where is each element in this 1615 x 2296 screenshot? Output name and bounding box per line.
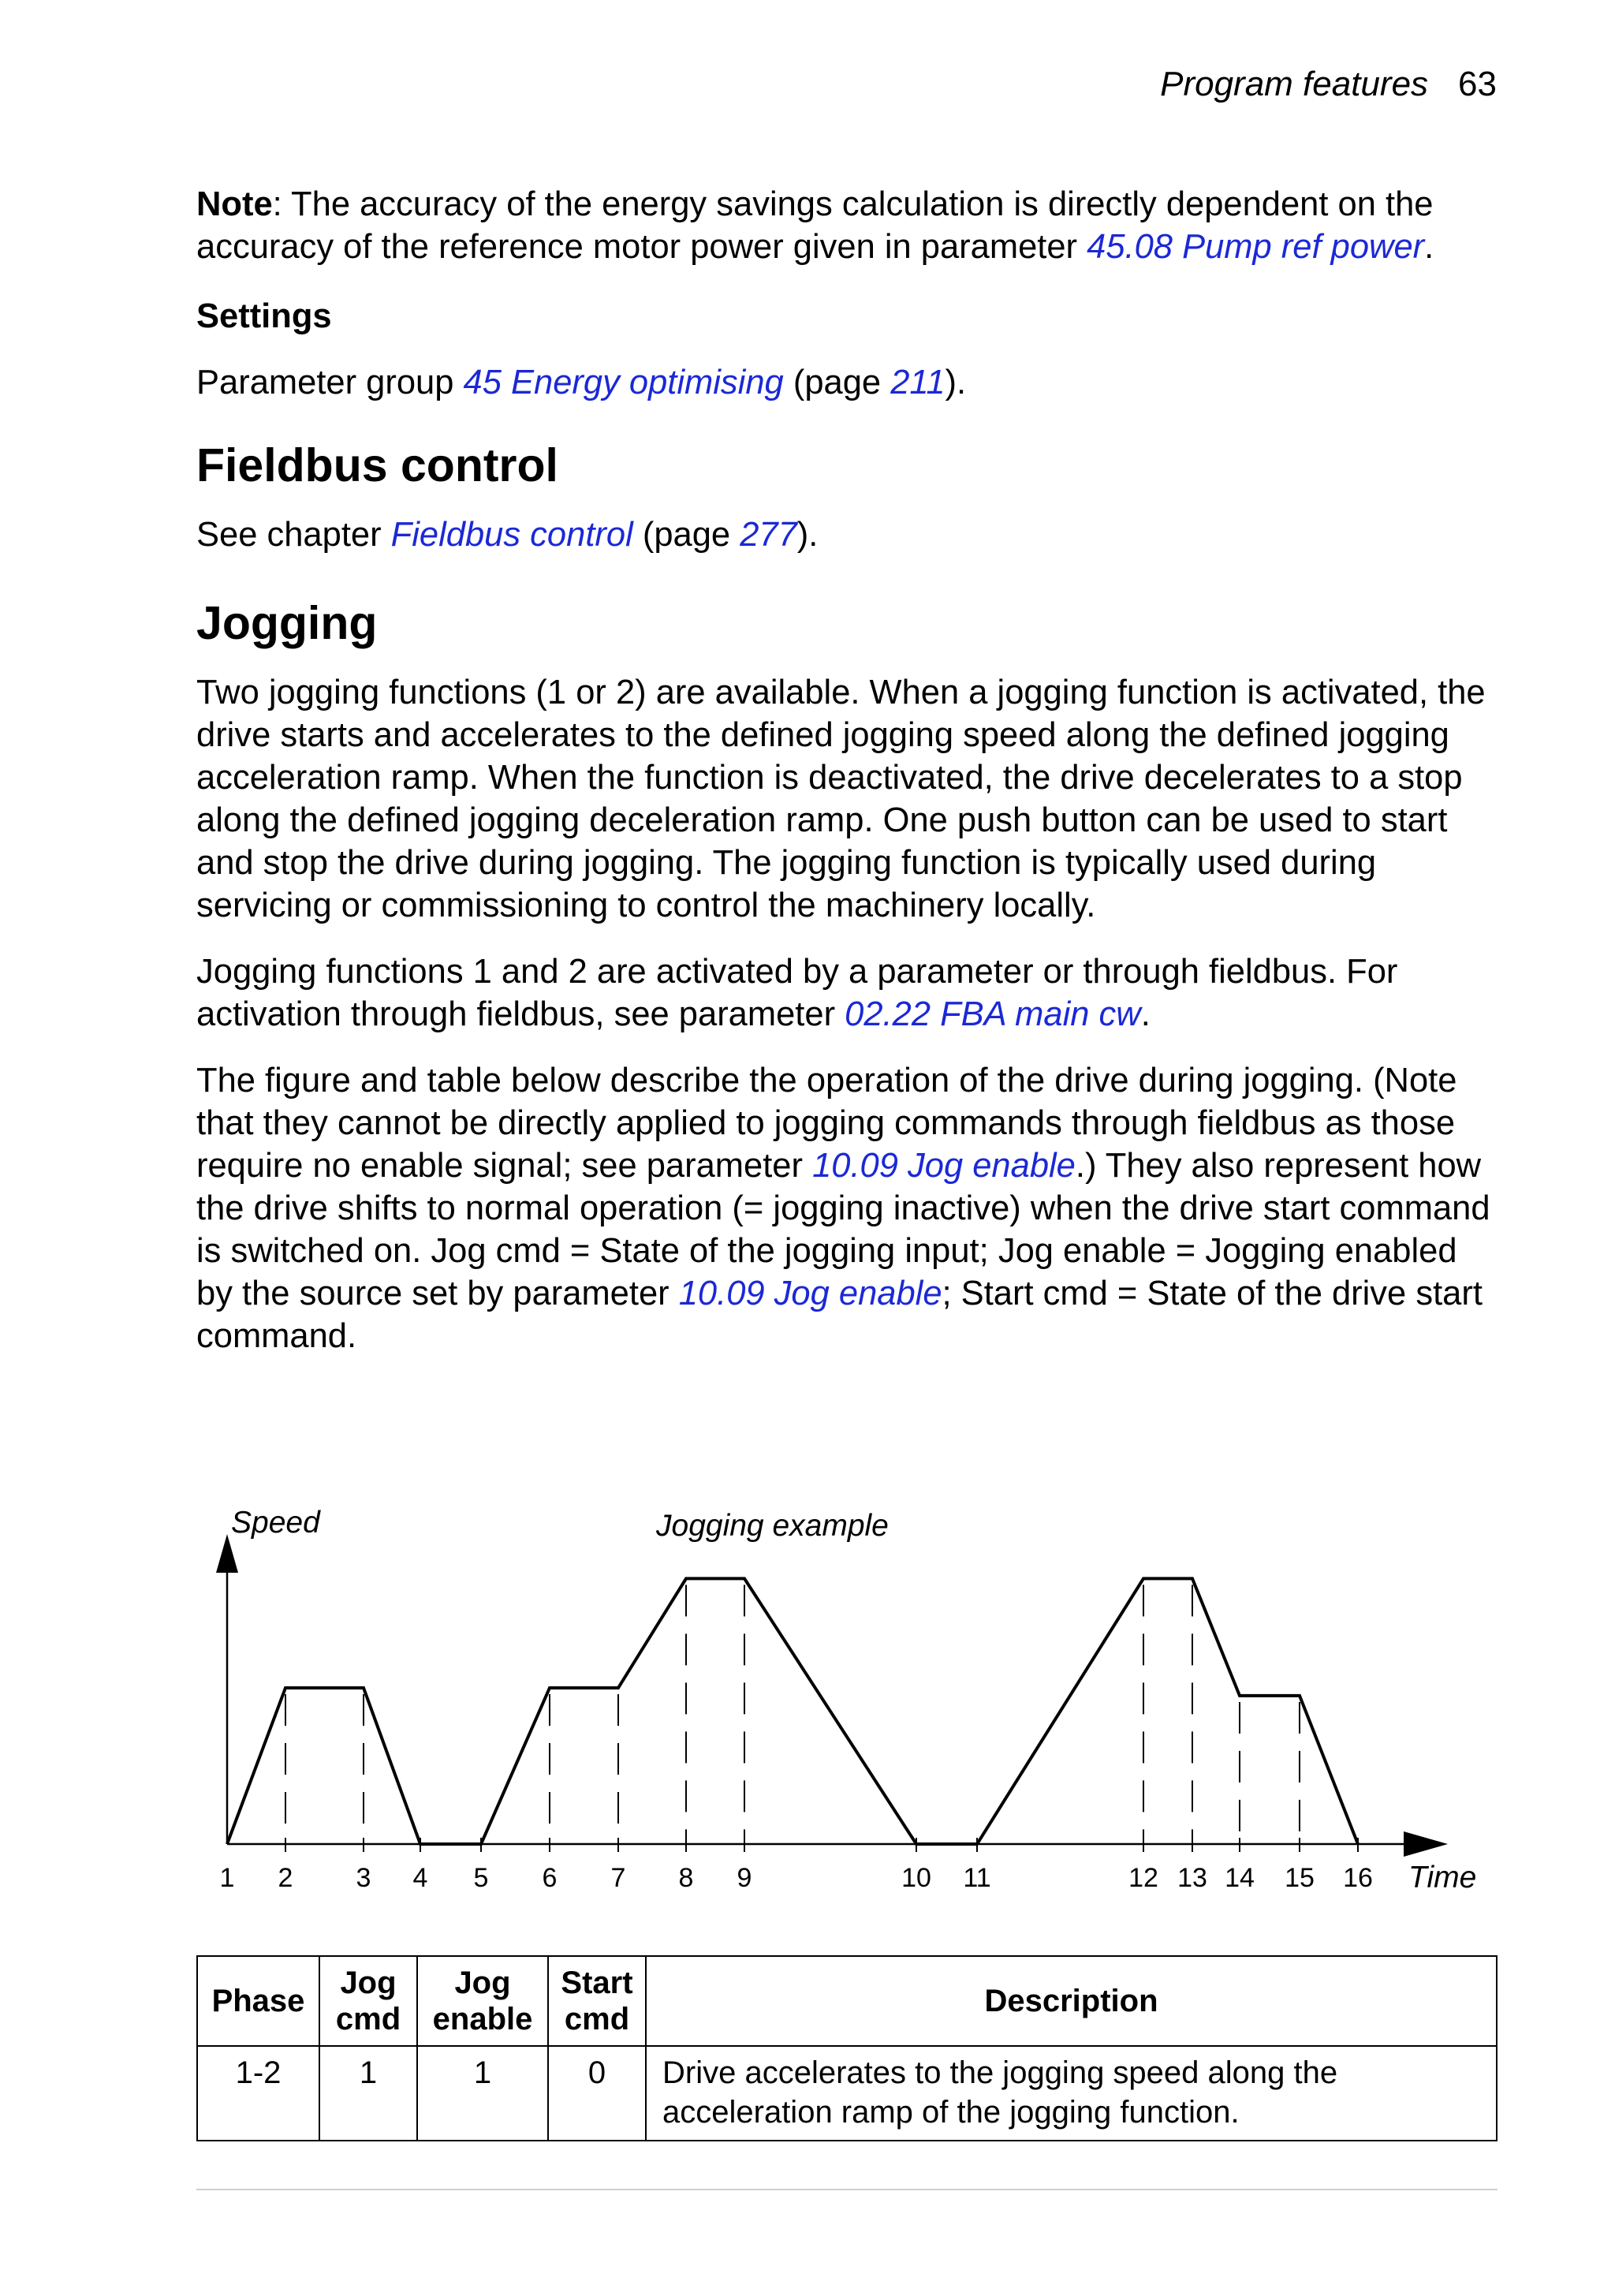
header-start-cmd	[548, 1956, 646, 2046]
note-text: : The accuracy of the energy savings calculation is directly dependent on the accuracy of the reference motor power given in parameter	[196, 185, 1434, 266]
fieldbus-control-heading: Fieldbus control	[196, 439, 558, 491]
cell-description: Drive accelerates to the jogging speed along the acceleration ramp of the jogging function.	[646, 2046, 1497, 2141]
y-axis-arrow-icon	[216, 1534, 238, 1573]
x-tick-label-16: 16	[1343, 1863, 1373, 1893]
settings-text: Parameter group	[196, 364, 464, 401]
cell-jog-enable: 1	[417, 2046, 548, 2141]
note-label: Note	[196, 185, 273, 223]
header-jog-enable-line2: enable	[432, 2002, 533, 2037]
header-jog-cmd-line1: Jog	[340, 1966, 397, 2000]
header-page-number: 63	[1458, 65, 1497, 103]
x-tick-label-2: 2	[278, 1863, 293, 1893]
x-tick-label-1: 1	[219, 1863, 235, 1893]
table-row	[197, 2046, 1497, 2141]
link-45-08-pump-ref-power[interactable]: 45.08 Pump ref power	[1087, 228, 1425, 266]
header-start-cmd-line1: Start	[561, 1966, 633, 2000]
header-jog-cmd	[319, 1956, 417, 2046]
header-jog-cmd-line2: cmd	[335, 2002, 401, 2037]
jogging-p2-text: Jogging functions 1 and 2 are activated by a parameter or through fieldbus. For activation through fieldbus, see parameter	[196, 953, 1398, 1033]
link-fieldbus-control[interactable]: Fieldbus control	[390, 516, 633, 554]
footer-rule	[196, 2189, 1498, 2190]
x-tick-label-7: 7	[610, 1863, 626, 1893]
link-page-211[interactable]: 211	[890, 364, 946, 401]
header-jog-enable-line1: Jog	[454, 1966, 511, 2000]
link-02-22-fba-main-cw[interactable]: 02.22 FBA main cw	[845, 995, 1141, 1033]
speed-profile-line	[227, 1578, 1358, 1844]
table-header-row	[197, 1956, 1497, 2046]
x-tick-label-5: 5	[473, 1863, 489, 1893]
x-tick-label-4: 4	[412, 1863, 428, 1893]
cell-jog-cmd: 1	[319, 2046, 417, 2141]
jogging-phase-table	[196, 1955, 1498, 2141]
fieldbus-text-mid: (page	[632, 516, 740, 554]
settings-heading: Settings	[196, 297, 332, 335]
header-start-cmd-line2: cmd	[564, 2002, 630, 2037]
x-tick-label-14: 14	[1225, 1863, 1255, 1893]
fieldbus-text-end: ).	[796, 516, 819, 554]
x-tick-label-12: 12	[1128, 1863, 1158, 1893]
jogging-p3-text-c: ; Start cmd = State of the drive start command.	[196, 1275, 1483, 1355]
header-description: Description	[646, 1956, 1497, 2046]
header-phase: Phase	[197, 1956, 319, 2046]
chart-title: Jogging example	[656, 1509, 889, 1543]
link-page-277[interactable]: 277	[740, 516, 797, 554]
x-tick-label-3: 3	[356, 1863, 371, 1893]
x-tick-label-11: 11	[963, 1863, 991, 1893]
cell-phase: 1-2	[197, 2046, 319, 2141]
settings-text-mid: (page	[783, 364, 891, 401]
x-axis-arrow-icon	[1404, 1831, 1448, 1857]
x-tick-label-8: 8	[678, 1863, 694, 1893]
jogging-p3-text-a: The figure and table below describe the operation of the drive during jogging. (Note that they cannot be directly applied to jogging commands through fieldbus as those require no enable signal; see parameter	[196, 1062, 1457, 1185]
link-10-09-jog-enable[interactable]: 10.09 Jog enable	[812, 1147, 1076, 1185]
jogging-p3-text-b: .) They also represent how the drive shifts to normal operation (= jogging inactive) when the drive start command is switched on. Jog cmd = State of the jogging input; Jog enable = Jogging enabled by the source set by parameter	[196, 1147, 1490, 1312]
jogging-paragraph-1: Two jogging functions (1 or 2) are available. When a jogging function is activated, the drive starts and accelerates to the defined jogging speed along the defined jogging acceleration ramp. When the function is deactivated, the drive decelerates to a stop along the defined jogging deceleration ramp. One push button can be used to start and stop the drive during jogging. The jogging function is typically used during servicing or commissioning to control the machinery locally.	[196, 674, 1486, 924]
link-45-energy-optimising[interactable]: 45 Energy optimising	[463, 364, 784, 401]
note-text-end: .	[1424, 228, 1434, 266]
header-section-title: Program features	[1160, 65, 1429, 103]
x-tick-label-13: 13	[1177, 1863, 1207, 1893]
cell-start-cmd: 0	[548, 2046, 646, 2141]
x-tick-label-10: 10	[901, 1863, 931, 1893]
fieldbus-text: See chapter	[196, 516, 391, 554]
x-tick-label-9: 9	[737, 1863, 752, 1893]
y-axis-label: Speed	[231, 1506, 320, 1540]
settings-text-end: ).	[945, 364, 967, 401]
jogging-p2-end: .	[1140, 995, 1151, 1033]
x-axis-label: Time	[1408, 1861, 1477, 1895]
jogging-heading: Jogging	[196, 597, 378, 649]
x-tick-label-15: 15	[1285, 1863, 1315, 1893]
header-jog-enable	[417, 1956, 548, 2046]
x-tick-label-6: 6	[542, 1863, 558, 1893]
link-10-09-jog-enable-2[interactable]: 10.09 Jog enable	[678, 1275, 942, 1312]
